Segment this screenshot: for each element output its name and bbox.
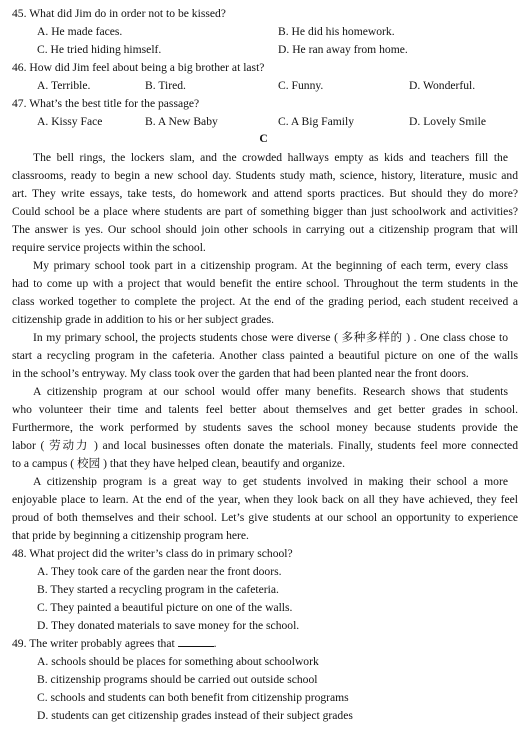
question-number: 45.	[12, 7, 27, 20]
option-d[interactable]: D. Wonderful.	[409, 79, 476, 92]
question-text: How did Jim feel about being a big brother at last?	[29, 61, 265, 74]
question-46-stem	[12, 59, 518, 77]
passage-line: who volunteer their time and talents feel better about themselves and get better grades in school.	[12, 403, 518, 416]
passage-line: that pride by beginning a citizenship program here.	[12, 529, 249, 542]
option-d[interactable]: D. They donated materials to save money for the school.	[37, 619, 300, 632]
question-text: What’s the best title for the passage?	[29, 97, 200, 110]
question-47-options	[0, 113, 527, 131]
option-a[interactable]: A. He made faces.	[37, 25, 123, 38]
passage-line: class worked together to complete the project. At the end of the grading period, each student received a	[12, 295, 518, 308]
question-49-stem	[12, 635, 518, 653]
question-text: The writer probably agrees that	[29, 637, 175, 650]
passage-line: had to come up with a project that would benefit the entire school. Throughout the term students in the	[12, 277, 518, 290]
passage-line: The answer is yes. Our school should join other schools in carrying out a citizenship program that will	[12, 223, 518, 236]
passage-line: In my primary school, the projects students chose were diverse ( 多种多样的 ) . One class chose to	[33, 331, 508, 344]
passage-line: Furthermore, the work performed by students saves the school money because students provide the	[12, 421, 518, 434]
option-a[interactable]: A. They took care of the garden near the front doors.	[37, 565, 282, 578]
option-b[interactable]: B. They started a recycling program in the cafeteria.	[37, 583, 279, 596]
option-c[interactable]: C. Funny.	[278, 79, 324, 92]
question-text-end: .	[213, 637, 217, 650]
option-d[interactable]: D. He ran away from home.	[278, 43, 408, 56]
passage-line: My primary school took part in a citizenship program. At the beginning of each term, every class	[33, 259, 508, 272]
passage-line: Could school be a place where students are part of something bigger than just schoolwork and activities?	[12, 205, 518, 218]
question-number: 48.	[12, 547, 27, 560]
option-b[interactable]: B. A New Baby	[145, 115, 218, 128]
option-c[interactable]: C. He tried hiding himself.	[37, 43, 162, 56]
passage-line: art. They write essays, take tests, do homework and attend sports practices. But should they do more?	[12, 187, 518, 200]
section-heading: C	[259, 132, 268, 145]
question-47-stem	[12, 95, 518, 113]
option-c[interactable]: C. schools and students can both benefit from citizenship programs	[37, 691, 349, 704]
passage-line: require service projects within the school.	[12, 241, 206, 254]
question-45-options-row-1	[0, 23, 527, 41]
option-b[interactable]: B. citizenship programs should be carried out outside school	[37, 673, 318, 686]
question-48-stem	[12, 545, 518, 563]
question-number: 49.	[12, 637, 27, 650]
question-number: 46.	[12, 61, 27, 74]
option-d[interactable]: D. students can get citizenship grades instead of their subject grades	[37, 709, 353, 722]
option-a[interactable]: A. Terrible.	[37, 79, 91, 92]
option-a[interactable]: A. schools should be places for something about schoolwork	[37, 655, 319, 668]
question-45-stem	[12, 5, 518, 23]
question-45-options-row-2	[0, 41, 527, 59]
answer-blank[interactable]	[178, 635, 214, 647]
question-number: 47.	[12, 97, 27, 110]
option-c[interactable]: C. A Big Family	[278, 115, 355, 128]
passage-line: A citizenship program is a great way to get students involved in making their school a more	[33, 475, 508, 488]
option-b[interactable]: B. He did his homework.	[278, 25, 395, 38]
question-46-options	[0, 77, 527, 95]
option-a[interactable]: A. Kissy Face	[37, 115, 103, 128]
passage-line: A citizenship program at our school would offer many benefits. Research shows that students	[33, 385, 508, 398]
passage-line: labor ( 劳动力 ) and local businesses often donate the materials. Finally, students feel more connected	[12, 439, 518, 452]
passage-line: in the school’s entryway. My class took over the garden that had been planted near the front doors.	[12, 367, 469, 380]
passage-line: proud of both themselves and their school. Let’s give students at our school an opportunity to experience	[12, 511, 518, 524]
question-text: What did Jim do in order not to be kissed?	[29, 7, 226, 20]
passage-line: classrooms, ready to begin a new school day. Students study math, science, history, literature, music and	[12, 169, 518, 182]
option-d[interactable]: D. Lovely Smile	[409, 115, 486, 128]
passage-line: enjoyable place to learn. At the end of the year, when they look back on all they have achieved, they feel	[12, 493, 518, 506]
passage-line: start a recycling program in the cafeteria. Another class painted a beautiful picture on one of the walls	[12, 349, 518, 362]
passage-line: citizenship grade in addition to his or her subject grades.	[12, 313, 275, 326]
option-c[interactable]: C. They painted a beautiful picture on one of the walls.	[37, 601, 293, 614]
passage-line: to a campus ( 校园 ) that they have helped clean, beautify and organize.	[12, 457, 345, 470]
question-text: What project did the writer’s class do in primary school?	[29, 547, 293, 560]
passage-line: The bell rings, the lockers slam, and the crowded hallways empty as kids and teachers fill the	[33, 151, 508, 164]
option-b[interactable]: B. Tired.	[145, 79, 186, 92]
